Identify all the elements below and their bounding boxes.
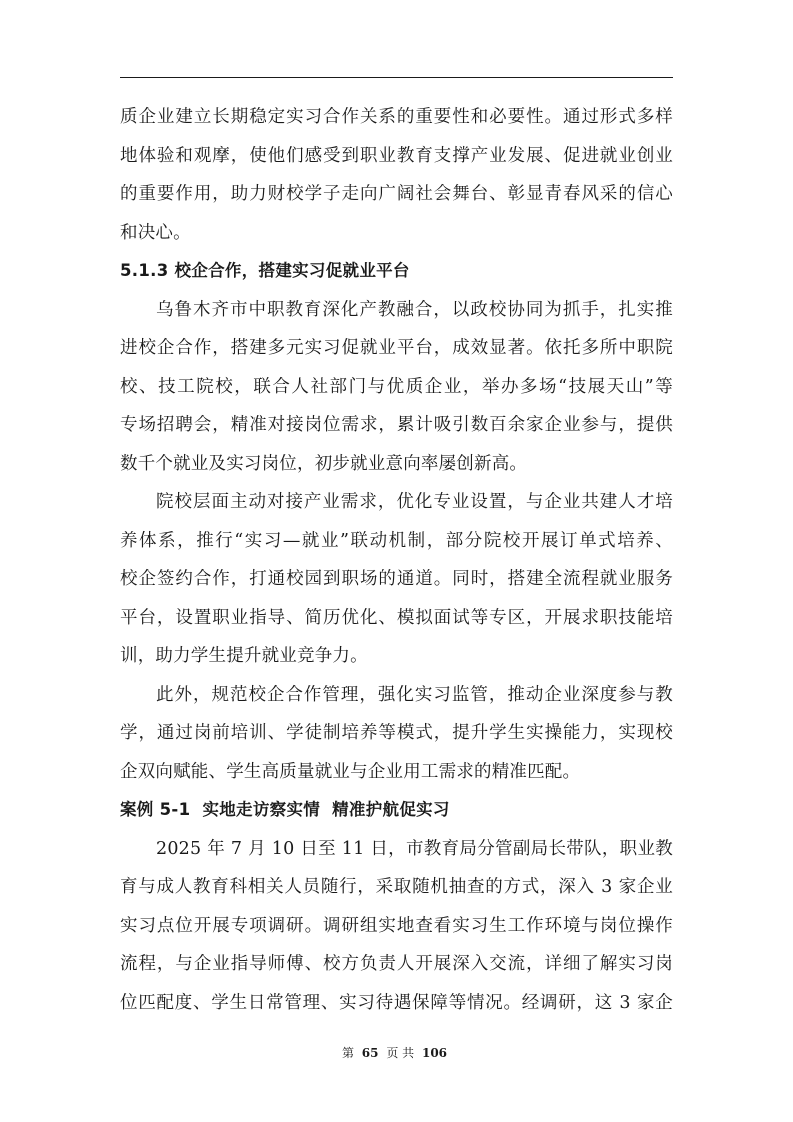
paragraph-continued bbox=[120, 98, 673, 252]
footer-prefix: 第 bbox=[341, 1046, 354, 1060]
case-heading: 案例 5-1 实地走访察实情 精准护航促实习 bbox=[120, 800, 450, 819]
text-line: 学，通过岗前培训、学徒制培养等模式，提升学生实操能力，实现校 bbox=[120, 723, 673, 743]
text-line: 乌鲁木齐市中职教育深化产教融合，以政校协同为抓手，扎实推 bbox=[156, 299, 673, 320]
text-line: 训，助力学生提升就业竞争力。 bbox=[120, 646, 368, 666]
page-footer bbox=[0, 1044, 793, 1061]
paragraph-management bbox=[120, 676, 673, 792]
text-line: 此外，规范校企合作管理，强化实习监管，推动企业深度参与教 bbox=[156, 684, 673, 705]
current-page-number: 65 bbox=[361, 1046, 379, 1060]
text-line: 进校企合作，搭建多元实习促就业平台，成效显著。依托多所中职院 bbox=[120, 338, 673, 358]
text-line: 质企业建立长期稳定实习合作关系的重要性和必要性。通过形式多样 bbox=[120, 107, 673, 127]
text-line: 校、技工院校，联合人社部门与优质企业，举办多场“技展天山”等 bbox=[120, 376, 673, 397]
text-line: 院校层面主动对接产业需求，优化专业设置，与企业共建人才培 bbox=[156, 492, 673, 512]
total-pages-number: 106 bbox=[421, 1046, 448, 1060]
text-line: 的重要作用，助力财校学子走向广阔社会舞台、彰显青春风采的信心 bbox=[120, 184, 673, 204]
header-rule bbox=[120, 77, 673, 78]
text-line: 流程，与企业指导师傅、校方负责人开展深入交流，详细了解实习岗 bbox=[120, 954, 673, 974]
text-line: 位匹配度、学生日常管理、实习待遇保障等情况。经调研，这 3 家企 bbox=[120, 992, 673, 1013]
text-line: 平台，设置职业指导、简历优化、模拟面试等专区，开展求职技能培 bbox=[120, 607, 673, 628]
text-line: 养体系，推行“实习—就业”联动机制，部分院校开展订单式培养、 bbox=[120, 530, 673, 551]
text-line: 专场招聘会，精准对接岗位需求，累计吸引数百余家企业参与，提供 bbox=[120, 415, 673, 435]
text-line: 企双向赋能、学生高质量就业与企业用工需求的精准匹配。 bbox=[120, 761, 581, 782]
text-line: 2025 年 7 月 10 日至 11 日，市教育局分管副局长带队，职业教 bbox=[156, 838, 673, 859]
text-line: 和决心。 bbox=[120, 222, 191, 243]
text-line: 育与成人教育科相关人员随行，采取随机抽查的方式，深入 3 家企业 bbox=[120, 877, 673, 897]
text-line: 数千个就业及实习岗位，初步就业意向率屡创新高。 bbox=[120, 453, 528, 474]
text-line: 实习点位开展专项调研。调研组实地查看实习生工作环境与岗位操作 bbox=[120, 915, 673, 936]
paragraph-institutions bbox=[120, 483, 673, 676]
paragraph-case bbox=[120, 830, 673, 1023]
text-line: 地体验和观摩，使他们感受到职业教育支撑产业发展、促进就业创业 bbox=[120, 145, 673, 166]
page-body bbox=[120, 98, 673, 1022]
paragraph-overview bbox=[120, 291, 673, 484]
section-heading: 5.1.3 校企合作，搭建实习促就业平台 bbox=[120, 261, 410, 280]
footer-middle: 页 共 bbox=[386, 1046, 415, 1060]
text-line: 校企签约合作，打通校园到职场的通道。同时，搭建全流程就业服务 bbox=[120, 569, 673, 589]
